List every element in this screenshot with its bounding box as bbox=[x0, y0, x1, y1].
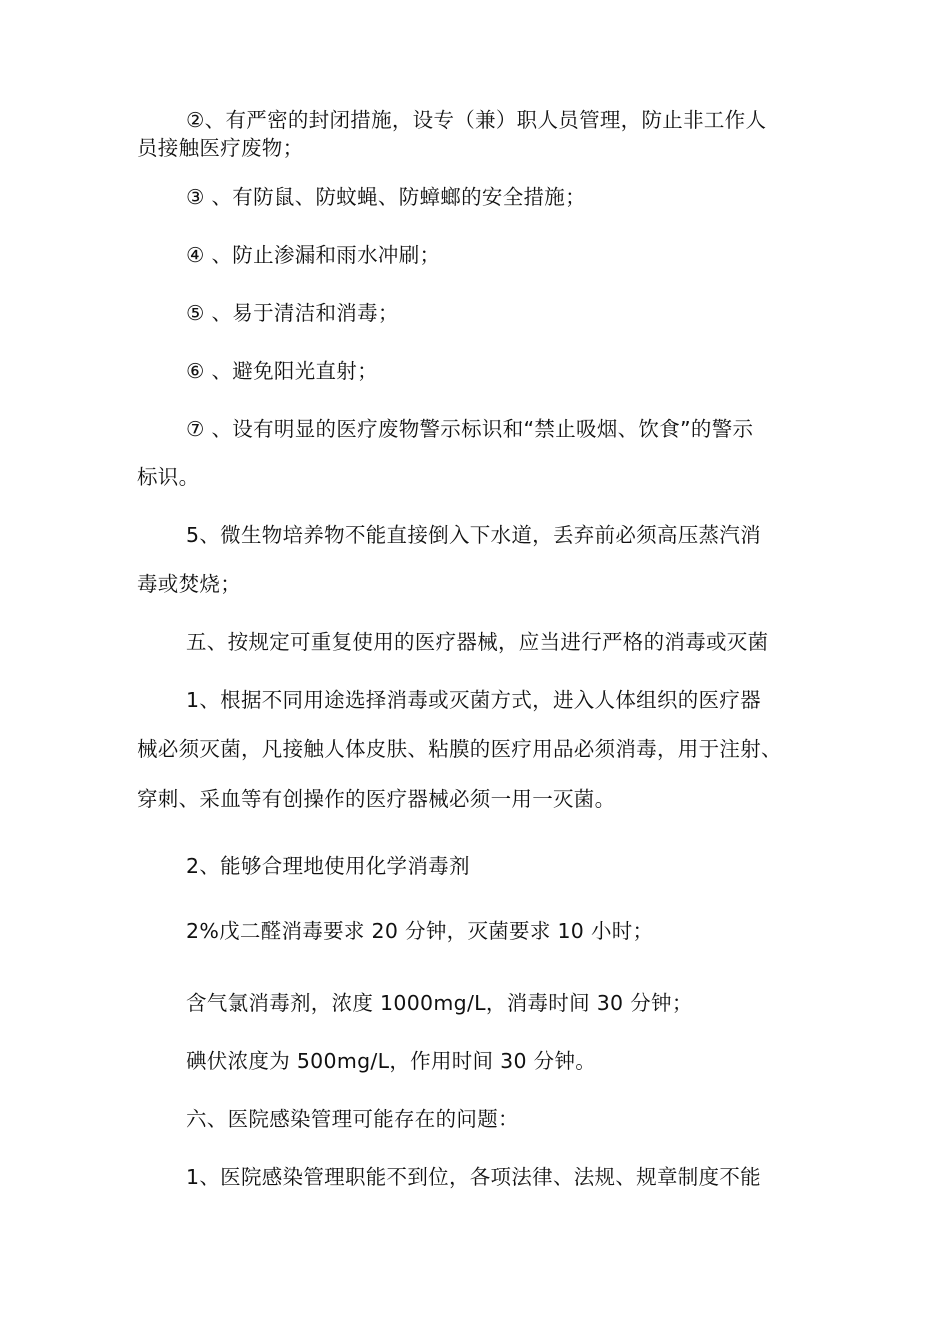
list-item-5: ⑤ 、易于清洁和消毒； bbox=[186, 301, 399, 325]
list-item-4: ④ 、防止渗漏和雨水冲刷； bbox=[186, 243, 441, 267]
section-6-heading: 六、医院感染管理可能存在的问题： bbox=[186, 1107, 519, 1131]
disinfectant-glutaraldehyde: 2%戊二醛消毒要求 20 分钟，灭菌要求 10 小时； bbox=[186, 919, 654, 943]
section-6-item-1: 1、医院感染管理职能不到位，各项法律、法规、规章制度不能 bbox=[186, 1165, 761, 1189]
paragraph-5-line-2: 毒或焚烧； bbox=[137, 572, 241, 596]
section-5-heading: 五、按规定可重复使用的医疗器械，应当进行严格的消毒或灭菌 bbox=[186, 630, 769, 654]
list-item-6: ⑥ 、避免阳光直射； bbox=[186, 359, 378, 383]
paragraph-5-line-1: 5、微生物培养物不能直接倒入下水道，丢弃前必须高压蒸汽消 bbox=[186, 523, 761, 547]
list-item-3: ③ 、有防鼠、防蚊蝇、防蟑螂的安全措施； bbox=[186, 185, 586, 209]
list-item-7-line-2: 标识。 bbox=[137, 465, 200, 489]
section-5-item-1-line-2: 械必须灭菌，凡接触人体皮肤、粘膜的医疗用品必须消毒，用于注射、 bbox=[137, 737, 782, 761]
disinfectant-iodophor: 碘伏浓度为 500mg/L，作用时间 30 分钟。 bbox=[186, 1049, 597, 1073]
section-5-item-1-line-1: 1、根据不同用途选择消毒或灭菌方式，进入人体组织的医疗器 bbox=[186, 688, 761, 712]
section-5-item-2: 2、能够合理地使用化学消毒剂 bbox=[186, 854, 470, 878]
section-5-item-1-line-3: 穿刺、采血等有创操作的医疗器械必须一用一灭菌。 bbox=[137, 787, 616, 811]
list-item-2-line-2: 员接触医疗废物； bbox=[137, 136, 304, 160]
list-item-2-line-1: ②、有严密的封闭措施，设专（兼）职人员管理，防止非工作人 bbox=[186, 108, 767, 132]
disinfectant-chlorine: 含气氯消毒剂，浓度 1000mg/L，消毒时间 30 分钟； bbox=[186, 991, 693, 1015]
list-item-7-line-1: ⑦ 、设有明显的医疗废物警示标识和“禁止吸烟、饮食”的警示 bbox=[186, 417, 754, 441]
